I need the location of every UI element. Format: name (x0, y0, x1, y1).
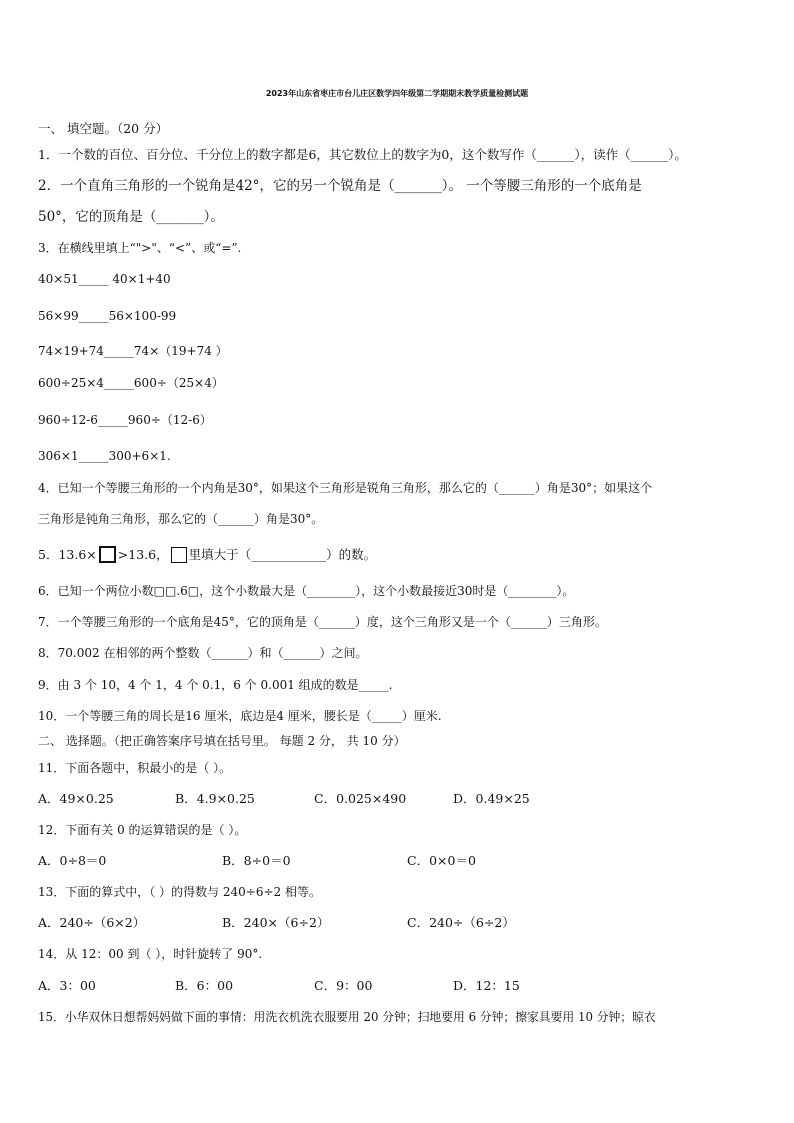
q11-option-d: D．0.49×25 (453, 791, 530, 806)
question-15: 15．小华双休日想帮妈妈做下面的事情：用洗衣机洗衣服要用 20 分钟；扫地要用 6 分钟；擦家具要用 10 分钟；晾衣 (38, 1010, 656, 1024)
q3-item-4: 600÷25×4_____600÷（25×4） (38, 376, 224, 390)
question-5 (38, 546, 376, 563)
question-12: 12．下面有关 0 的运算错误的是（ ）。 (38, 823, 247, 837)
q14-option-b: B．6：00 (175, 978, 234, 993)
q13-option-b: B．240×（6÷2） (222, 915, 330, 930)
q3-item-2: 56×99_____56×100-99 (38, 309, 177, 323)
section2-heading: 二、 选择题。（把正确答案序号填在括号里。 每题 2 分， 共 10 分） (38, 734, 406, 748)
q13-option-c: C．240÷（6÷2） (407, 915, 515, 930)
q14-option-c: C．9：00 (314, 978, 373, 993)
question-9: 9．由 3 个 10，4 个 1，4 个 0.1，6 个 0.001 组成的数是_____. (38, 678, 393, 692)
page-title: 2023年山东省枣庄市台儿庄区数学四年级第二学期期末教学质量检测试题 (265, 89, 529, 98)
question-7: 7．一个等腰三角形的一个底角是45°，它的顶角是（______）度，这个三角形又是一个（______）三角形。 (38, 615, 607, 629)
question-3: 3．在横线里填上“">"、“<”、或“=”. (38, 241, 242, 255)
q3-item-6: 306×1_____300+6×1. (38, 449, 171, 463)
q13-option-a: A．240÷（6×2） (38, 915, 146, 930)
question-2-line2: 50°，它的顶角是（_______）。 (38, 209, 224, 225)
q12-option-a: A．0÷8＝0 (38, 853, 107, 868)
question-6: 6．已知一个两位小数□□.6□，这个小数最大是（________），这个小数最接近30时是（________）。 (38, 584, 575, 598)
q14-option-d: D．12：15 (453, 978, 520, 993)
q12-option-c: C．0×0＝0 (407, 853, 476, 868)
q3-item-3: 74×19+74_____74×（19+74 ） (38, 344, 228, 358)
q5-part-c: 里填大于（____________）的数。 (188, 547, 377, 562)
q14-option-a: A．3：00 (38, 978, 96, 993)
question-2-line1: 2．一个直角三角形的一个锐角是42°，它的另一个锐角是（_______）。 一个等腰三角形的一个底角是 (38, 178, 642, 194)
q3-item-1: 40×51_____ 40×1+40 (38, 272, 171, 286)
q12-option-b: B．8÷0＝0 (222, 853, 291, 868)
q5-part-b: >13.6， (117, 547, 169, 562)
question-4-line1: 4．已知一个等腰三角形的一个内角是30°，如果这个三角形是锐角三角形，那么它的（______）角是30°；如果这个 (38, 481, 653, 495)
section1-heading: 一、 填空题。（20 分） (38, 121, 169, 136)
answer-box (99, 546, 116, 563)
q11-option-b: B．4.9×0.25 (175, 791, 255, 806)
question-11: 11．下面各题中，积最小的是（ ）。 (38, 761, 232, 775)
question-4-line2: 三角形是钝角三角形，那么它的（______）角是30°。 (38, 512, 324, 526)
question-10: 10．一个等腰三角的周长是16 厘米，底边是4 厘米，腰长是（_____）厘米. (38, 709, 442, 723)
answer-box (171, 547, 187, 563)
question-14: 14．从 12：00 到（ ），时针旋转了 90°. (38, 947, 263, 961)
q11-option-a: A．49×0.25 (38, 791, 114, 806)
q11-option-c: C．0.025×490 (314, 791, 407, 806)
q5-part-a: 5．13.6× (38, 547, 97, 562)
question-8: 8．70.002 在相邻的两个整数（______）和（______）之间。 (38, 646, 368, 660)
question-1: 1．一个数的百位、百分位、千分位上的数字都是6，其它数位上的数字为0，这个数写作（______），读作（______）。 (38, 147, 687, 162)
q3-item-5: 960÷12-6_____960÷（12-6） (38, 413, 212, 427)
question-13: 13．下面的算式中，（ ）的得数与 240÷6÷2 相等。 (38, 885, 321, 899)
